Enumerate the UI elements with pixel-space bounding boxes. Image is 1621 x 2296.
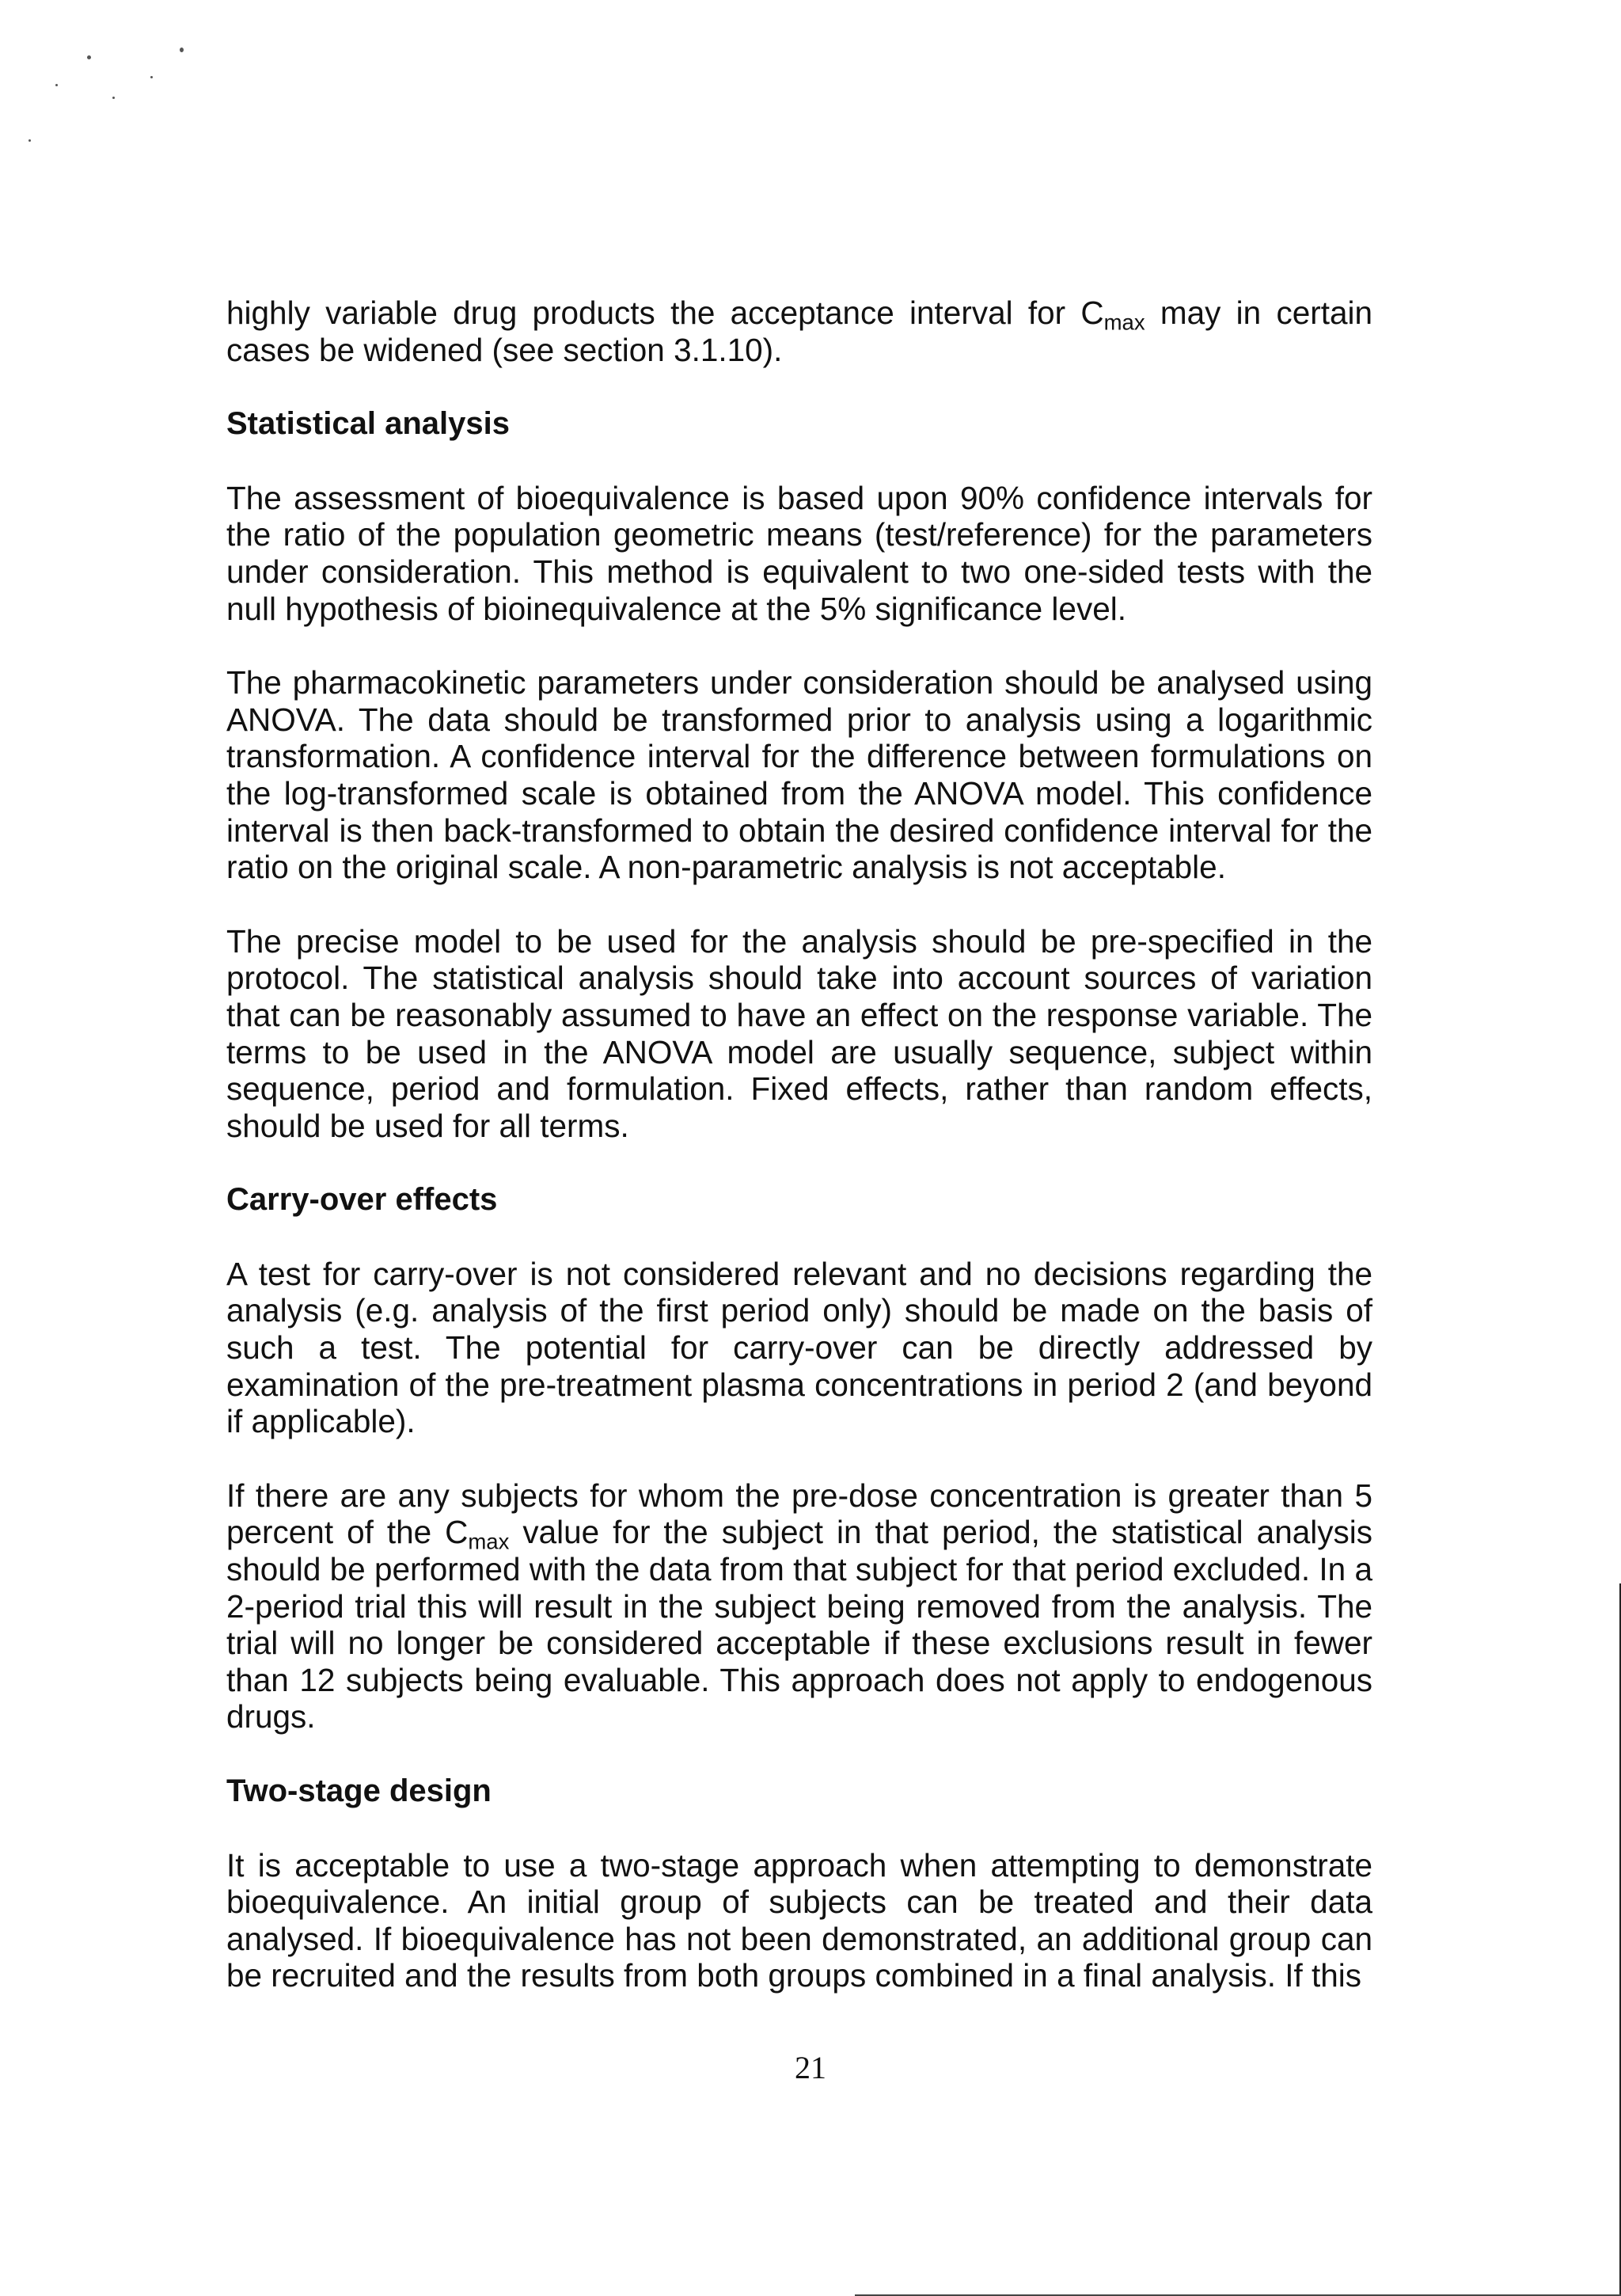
scan-speck xyxy=(87,55,91,59)
paragraph-confidence-intervals: The assessment of bioequivalence is based upon 90% confidence intervals for the ratio of the population geometric means (test/reference) for the parameters under consideration. This method is equivalent to two one-sided tests with the null hypothesis of bioinequivalence at the 5% significance level. xyxy=(226,479,1372,627)
heading-two-stage-design: Two-stage design xyxy=(226,1773,492,1808)
document-body xyxy=(226,295,1372,1994)
scan-speck xyxy=(55,84,58,86)
subscript-max: max xyxy=(468,1530,510,1555)
subscript-max: max xyxy=(1103,310,1145,335)
scan-speck xyxy=(28,139,31,142)
page-number: 21 xyxy=(795,2050,826,2085)
scan-speck xyxy=(180,48,184,52)
scan-speck xyxy=(112,97,115,99)
paragraph-pre-dose: If there are any subjects for whom the pre-dose concentration is greater than 5 percent of the $C_{max}$ value for the subject in that period, the statistical analysis should be performed with the data from that subject for that period excluded. In a 2-period trial this will result in the subject being removed from the analysis. The trial will no longer be considered acceptable if these exclusions result in fewer than 12 subjects being evaluable. This approach does not apply to endogenous drugs. xyxy=(226,1477,1372,1735)
scan-speck xyxy=(150,76,153,78)
paragraph-acceptance-interval: highly variable drug products the acceptance interval for $C_{max}$ may in certain cases be widened (see section 3.1.10). xyxy=(226,295,1373,368)
paragraph-carry-over-test: A test for carry-over is not considered relevant and no decisions regarding the analysis (e.g. analysis of the first period only) should be made on the basis of such a test. The potential for carry-over can be directly addressed by examination of the pre-treatment plasma concentrations in period 2 (and beyond if applicable). xyxy=(226,1255,1372,1440)
paragraph-two-stage: It is acceptable to use a two-stage approach when attempting to demonstrate bioequivalence. An initial group of subjects can be treated and their data analysed. If bioequivalence has not been demonstrated, an additional group can be recruited and the results from both groups combined in a final analysis. If this xyxy=(226,1846,1372,1994)
paragraph-anova: The pharmacokinetic parameters under consideration should be analysed using ANOVA. The data should be transformed prior to analysis using a logarithmic transformation. A confidence interval for the difference between formulations on the log-transformed scale is obtained from the ANOVA model. This confidence interval is then back-transformed to obtain the desired confidence interval for the ratio on the original scale. A non-parametric analysis is not acceptable. xyxy=(226,664,1372,886)
paragraph-model: The precise model to be used for the analysis should be pre-specified in the protocol. The statistical analysis should take into account sources of variation that can be reasonably assumed to have an effect on the response variable. The terms to be used in the ANOVA model are usually sequence, subject within sequence, period and formulation. Fixed effects, rather than random effects, should be used for all terms. xyxy=(226,922,1372,1144)
heading-statistical-analysis: Statistical analysis xyxy=(226,406,510,442)
heading-carry-over-effects: Carry-over effects xyxy=(226,1182,498,1218)
